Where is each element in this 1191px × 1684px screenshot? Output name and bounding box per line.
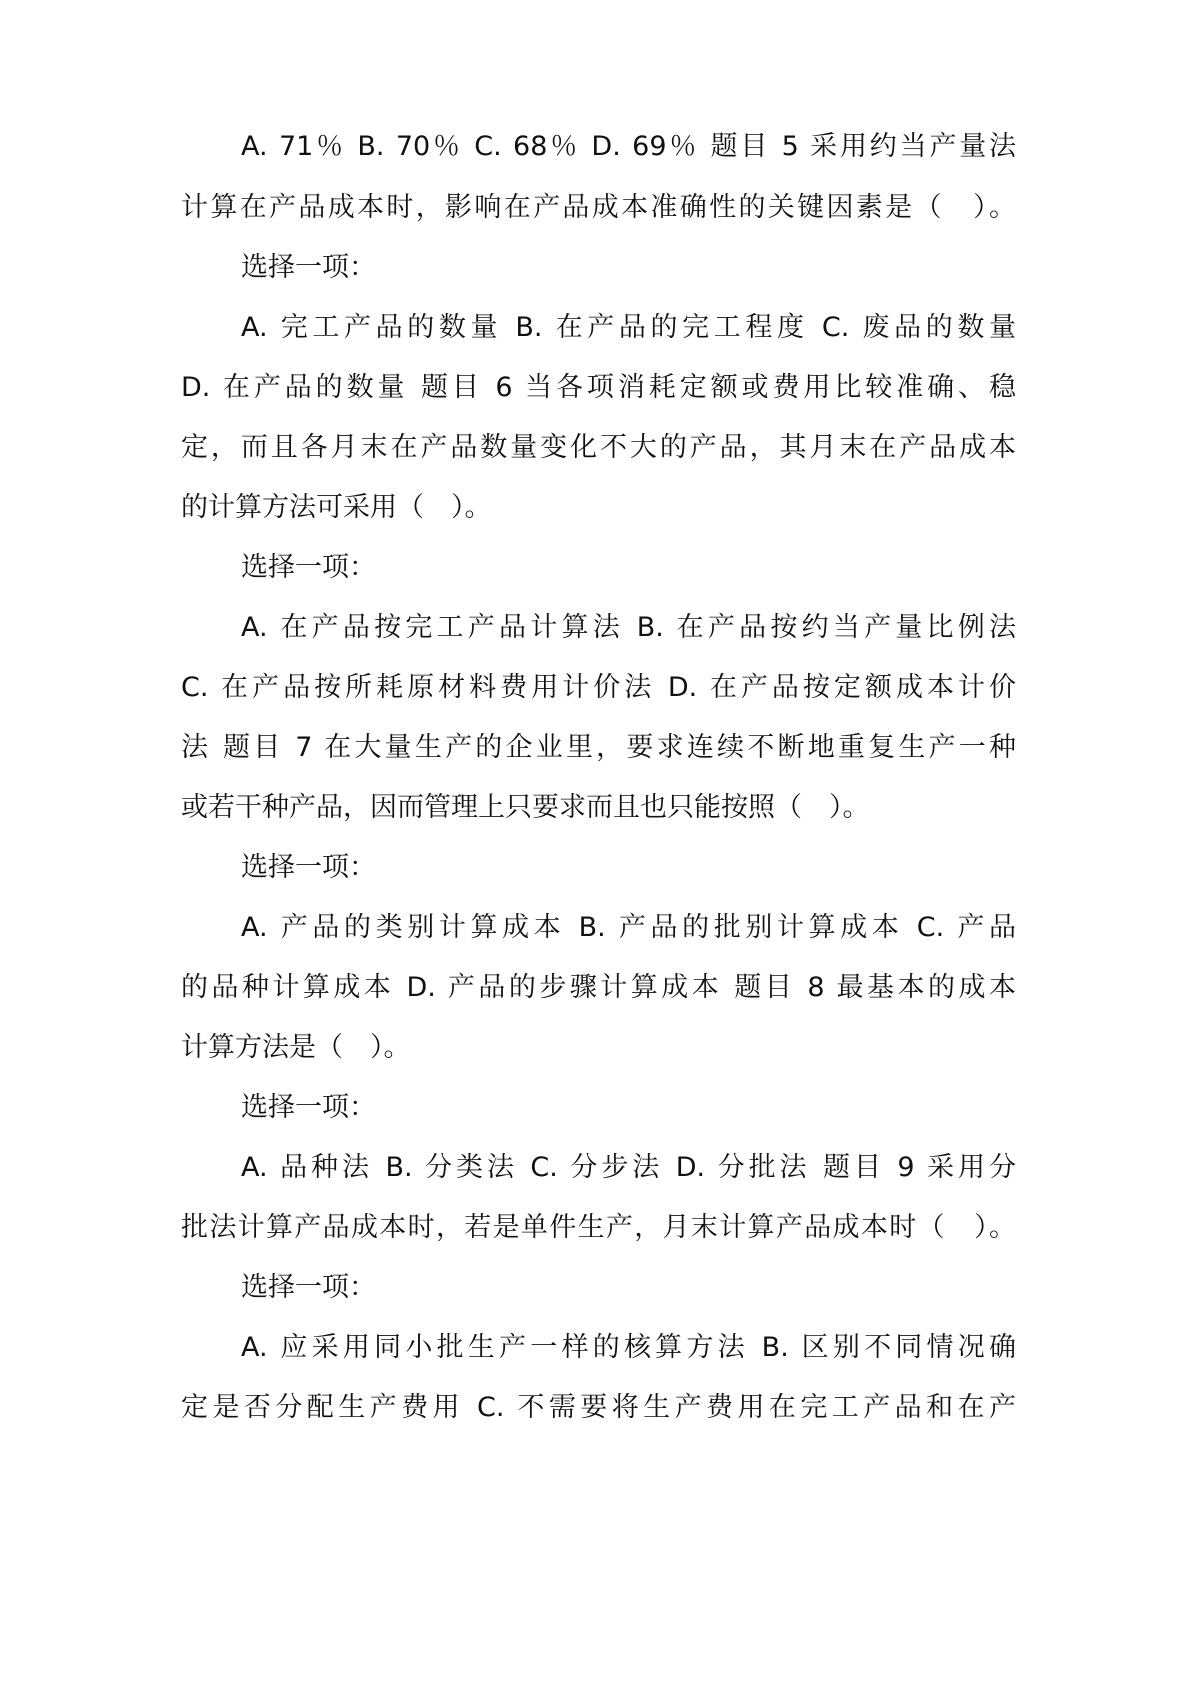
text-line: 的品种计算成本 D. 产品的步骤计算成本 题目 8 最基本的成本: [181, 972, 1016, 1003]
text-line: 的计算方法可采用（ ）。: [181, 492, 492, 523]
text-line: C. 在产品按所耗原材料费用计价法 D. 在产品按定额成本计价: [181, 672, 1016, 703]
text-line: 选择一项：: [241, 552, 376, 583]
text-line: 选择一项：: [241, 1092, 376, 1123]
text-line: A. 在产品按完工产品计算法 B. 在产品按约当产量比例法: [241, 612, 1016, 643]
text-line: 批法计算产品成本时，若是单件生产，月末计算产品成本时（ ）。: [181, 1212, 1016, 1243]
text-line: 定是否分配生产费用 C. 不需要将生产费用在完工产品和在产: [181, 1392, 1016, 1423]
text-line: A. 应采用同小批生产一样的核算方法 B. 区别不同情况确: [241, 1332, 1016, 1363]
text-line: A. 完工产品的数量 B. 在产品的完工程度 C. 废品的数量: [241, 312, 1016, 343]
text-line: A. 产品的类别计算成本 B. 产品的批别计算成本 C. 产品: [241, 912, 1016, 943]
text-line: A. 品种法 B. 分类法 C. 分步法 D. 分批法 题目 9 采用分: [241, 1152, 1016, 1183]
text-line: 或若干种产品，因而管理上只要求而且也只能按照（ ）。: [181, 792, 870, 823]
text-line: 计算在产品成本时，影响在产品成本准确性的关键因素是（ ）。: [181, 192, 1016, 223]
text-line: 法 题目 7 在大量生产的企业里，要求连续不断地重复生产一种: [181, 732, 1016, 763]
text-line: 选择一项：: [241, 1272, 376, 1303]
text-line: A. 71％ B. 70％ C. 68％ D. 69％ 题目 5 采用约当产量法: [241, 131, 1016, 162]
text-line: D. 在产品的数量 题目 6 当各项消耗定额或费用比较准确、稳: [181, 372, 1016, 403]
text-line: 选择一项：: [241, 252, 376, 283]
text-line: 定，而且各月末在产品数量变化不大的产品，其月末在产品成本: [181, 432, 1016, 463]
text-line: 选择一项：: [241, 852, 376, 883]
text-line: 计算方法是（ ）。: [181, 1032, 411, 1063]
